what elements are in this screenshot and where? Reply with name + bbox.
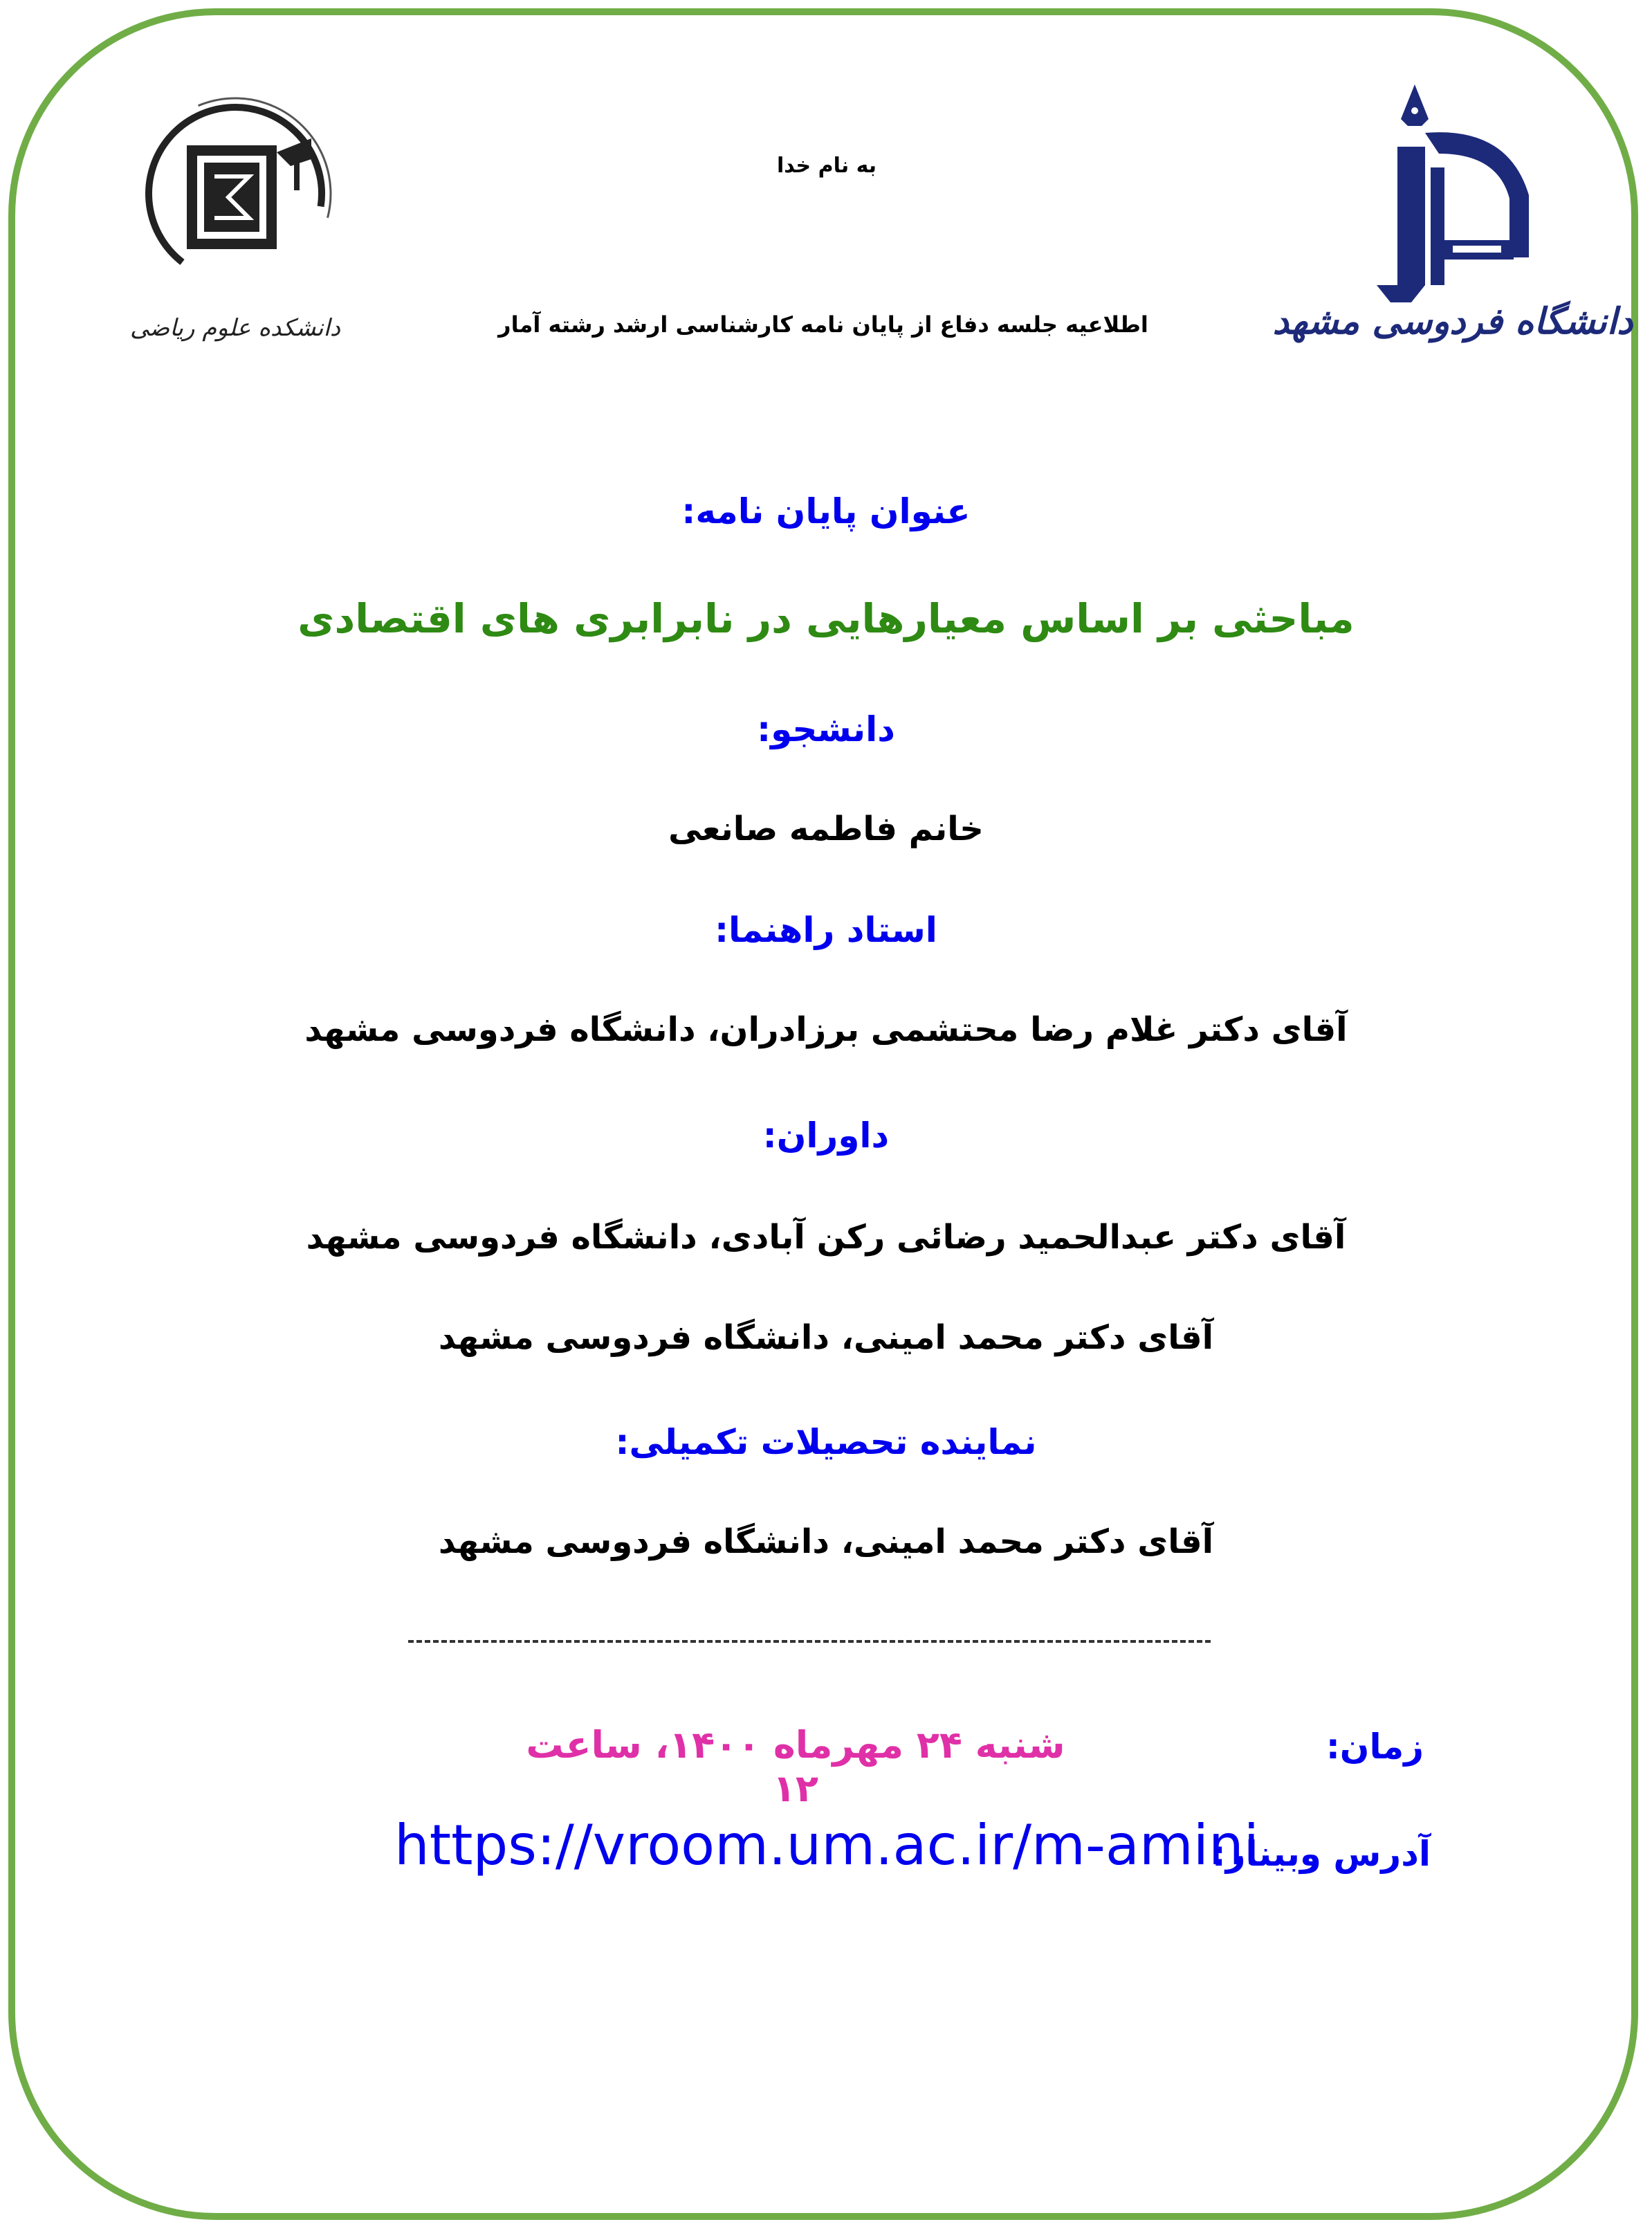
student-name: خانم فاطمه صانعی — [668, 810, 984, 848]
referee-name: آقای دکتر عبدالحمید رضائی رکن آبادی، دانشگاه فردوسی مشهد — [306, 1218, 1346, 1257]
supervisor-name: آقای دکتر غلام رضا محتشمی برزادران، دانشگاه فردوسی مشهد — [304, 1010, 1348, 1049]
webinar-label: آدرس وبینار: — [1211, 1834, 1431, 1874]
referees-label: داوران: — [762, 1116, 890, 1156]
student-label: دانشجو: — [757, 709, 895, 749]
faculty-logo-text: دانشکده علوم ریاضی — [129, 314, 341, 342]
divider-line — [408, 1640, 1211, 1643]
ferdowsi-logo-text: دانشگاه فردوسی مشهد — [1272, 300, 1633, 343]
time-value: شنبه ۲۴ مهرماه ۱۴۰۰، ساعت ۱۲ — [526, 1723, 1065, 1810]
bismillah: به نام خدا — [776, 154, 877, 178]
referee-name: آقای دکتر محمد امینی، دانشگاه فردوسی مشهد — [438, 1318, 1214, 1357]
announcement-heading: اطلاعیه جلسه دفاع از پایان نامه کارشناسی ارشد رشته آمار — [498, 311, 1148, 338]
supervisor-label: استاد راهنما: — [715, 910, 937, 950]
thesis-title: مباحثی بر اساس معیارهایی در نابرابری های اقتصادی — [297, 595, 1355, 642]
thesis-title-label: عنوان پایان نامه: — [681, 491, 971, 531]
graduate-rep-label: نماینده تحصیلات تکمیلی: — [615, 1422, 1037, 1462]
ferdowsi-university-logo — [1272, 78, 1633, 343]
time-label: زمان: — [1325, 1727, 1424, 1767]
webinar-link[interactable]: https://vroom.um.ac.ir/m-amini — [394, 1813, 1259, 1877]
graduate-rep-name: آقای دکتر محمد امینی، دانشگاه فردوسی مشهد — [438, 1522, 1214, 1561]
faculty-logo — [129, 90, 341, 360]
